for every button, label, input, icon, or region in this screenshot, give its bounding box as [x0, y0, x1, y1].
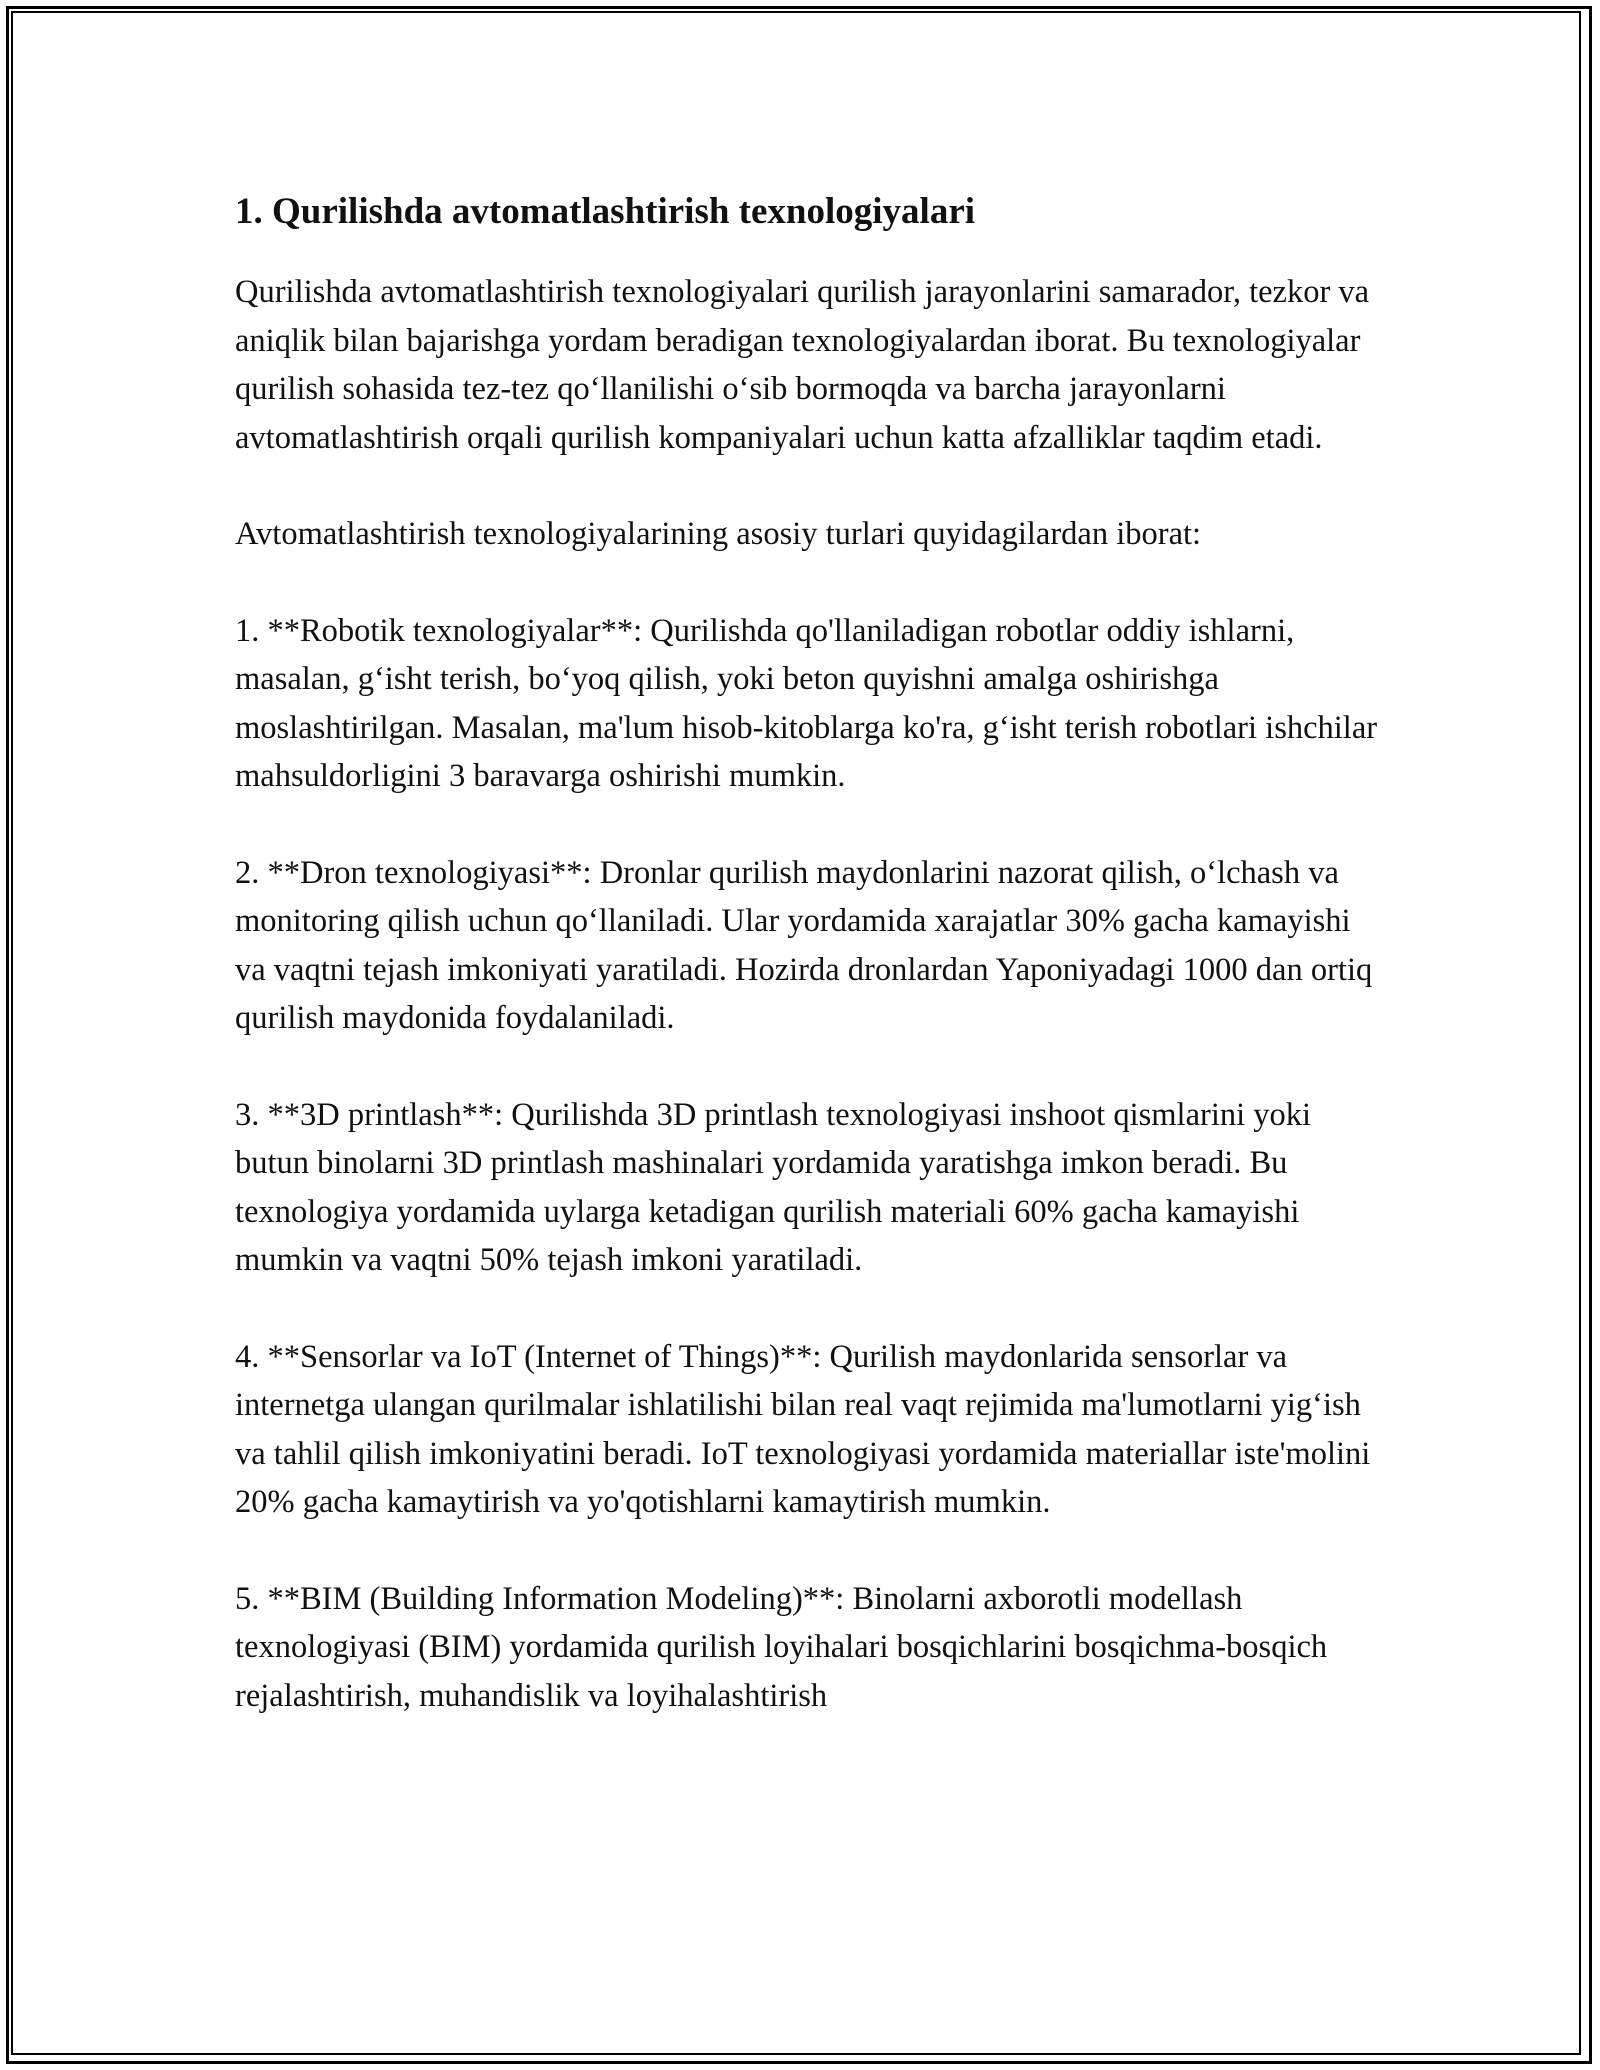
paragraph-bim: 5. **BIM (Building Information Modeling)**: Binolarni axborotli modellash texnologiyasi (BIM) yordamida qurilish loyihalari bosqichlarini bosqichma-bosqich rejalashtirish, muhandislik va loyihalashtirish — [235, 1580, 1328, 1714]
paragraph-drones: 2. **Dron texnologiyasi**: Dronlar qurilish maydonlarini nazorat qilish, o‘lchash va monitoring qilish uchun qo‘llaniladi. Ular yordamida xarajatlar 30% gacha kamayishi va vaqtni tejash imkoniyati yaratiladi. Hozirda dronlardan Yaponiyadagi 1000 dan ortiq qurilish maydonida foydalaniladi. — [235, 854, 1373, 1036]
paragraph-intro: Qurilishda avtomatlashtirish texnologiyalari qurilish jarayonlarini samarador, tezkor va aniqlik bilan bajarishga yordam beradigan texnologiyalardan iborat. Bu texnologiyalar qurilish sohasida tez-tez qo‘llanilishi o‘sib bormoqda va barcha jarayonlarni avtomatlashtirish orqali qurilish kompaniyalari uchun katta afzalliklar taqdim etadi. — [235, 274, 1370, 456]
paragraph-types-heading: Avtomatlashtirish texnologiyalarining asosiy turlari quyidagilardan iborat: — [235, 516, 1202, 552]
paragraph-sensors-iot: 4. **Sensorlar va IoT (Internet of Things)**: Qurilish maydonlarida sensorlar va internetga ulangan qurilmalar ishlatilishi bilan real vaqt rejimida ma'lumotlarni yig‘ish va tahlil qilish imkoniyatini beradi. IoT texnologiyasi yordamida materiallar iste'molini 20% gacha kamaytirish va yo'qotishlarni kamaytirish mumkin. — [235, 1338, 1371, 1520]
paragraph-robotics: 1. **Robotik texnologiyalar**: Qurilishda qo'llaniladigan robotlar oddiy ishlarni, masalan, g‘isht terish, bo‘yoq qilish, yoki beton quyishni amalga oshirishga moslashtirilgan. Masalan, ma'lum hisob-kitoblarga ko'ra, g‘isht terish robotlari ishchilar mahsuldorligini 3 baravarga oshirishi mumkin. — [235, 612, 1378, 794]
page-title: 1. Qurilishda avtomatlashtirish texnologiyalari — [235, 191, 976, 232]
document-body — [235, 186, 1385, 1720]
paragraph-3d-printing: 3. **3D printlash**: Qurilishda 3D printlash texnologiyasi inshoot qismlarini yoki butun binolarni 3D printlash mashinalari yordamida yaratishga imkon beradi. Bu texnologiya yordamida uylarga ketadigan qurilish materiali 60% gacha kamayishi mumkin va vaqtni 50% tejash imkoni yaratiladi. — [235, 1096, 1312, 1278]
